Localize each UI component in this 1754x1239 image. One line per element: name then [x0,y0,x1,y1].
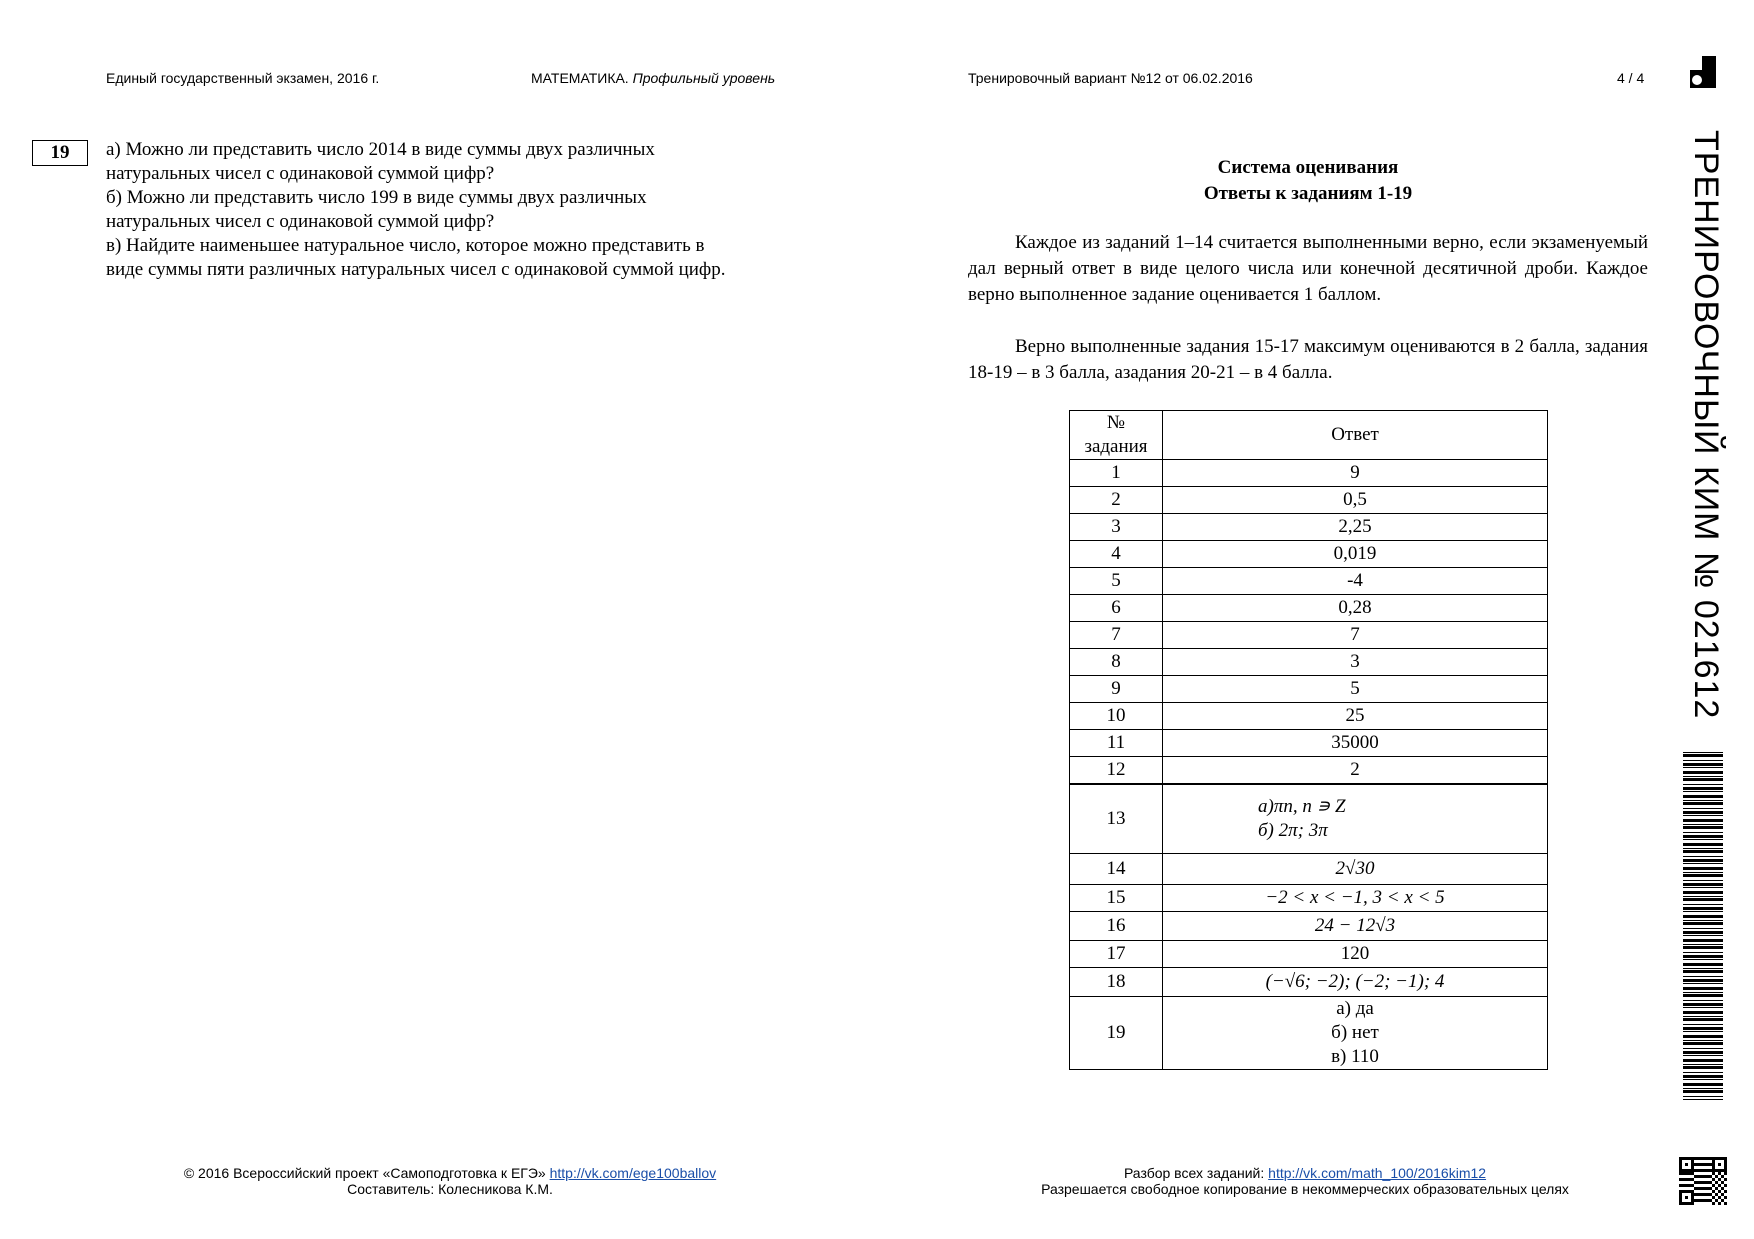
table-row [1070,595,1548,622]
answer-cell: (−√6; −2); (−2; −1); 4 [1163,968,1548,997]
header-subject-main: МАТЕМАТИКА. [531,70,629,86]
table-row [1070,487,1548,514]
task-no: 12 [1070,757,1163,785]
answer-cell: -4 [1163,568,1548,595]
footer-right [990,1165,1620,1197]
table-row [1070,757,1548,785]
task-no: 16 [1070,912,1163,941]
table-row [1070,541,1548,568]
table-row [1070,885,1548,912]
grading-title: Система оценивания [1217,157,1399,178]
answer-line: а) да [1336,998,1374,1019]
table-row [1070,460,1548,487]
task-no: 17 [1070,941,1163,968]
footer-analysis-label: Разбор всех заданий: [1123,1165,1265,1181]
grading-paragraph-1-text: Каждое из заданий 1–14 считается выполненными верно, если экзаменуемый дал верный ответ в виде целого числа или конечной десятичной дроби. Каждое верно выполненное задание оценивается 1 баллом. [968,232,1648,305]
task-text [106,138,796,282]
footer-author: Составитель: Колесникова К.М. [347,1181,553,1197]
answer-cell [1163,784,1548,854]
task-no: 3 [1070,514,1163,541]
answer-cell: 2,25 [1163,514,1548,541]
footer-copyright-line [160,1165,740,1181]
table-row [1070,622,1548,649]
grading-paragraph-1 [968,230,1648,308]
table-row [1070,730,1548,757]
task-no: 18 [1070,968,1163,997]
answer-cell: 0,019 [1163,541,1548,568]
answer-cell: 120 [1163,941,1548,968]
task-line: натуральных чисел с одинаковой суммой цифр? [106,211,495,232]
vertical-title-text: ТРЕНИРОВОЧНЫЙ КИМ № 021612 [1687,130,1725,720]
task-line: виде суммы пяти различных натуральных чисел с одинаковой суммой цифр. [106,259,726,280]
answer-cell: 2 [1163,757,1548,785]
column-header-task-line2: задания [1084,436,1148,457]
footer-analysis-link[interactable]: http://vk.com/math_100/2016kim12 [1268,1165,1487,1181]
answer-line: а)πn, n ∍ Z [1258,796,1346,817]
table-row [1070,912,1548,941]
answer-cell: 7 [1163,622,1548,649]
column-header-task [1070,411,1163,460]
footer-copyright-link[interactable]: http://vk.com/ege100ballov [549,1165,717,1181]
table-row [1070,568,1548,595]
task-line: а) Можно ли представить число 2014 в виде суммы двух различных [106,139,655,160]
answer-cell: 25 [1163,703,1548,730]
answer-line: б) нет [1331,1022,1379,1043]
table-row [1070,941,1548,968]
answer-cell: 5 [1163,676,1548,703]
barcode-icon [1683,752,1723,1100]
table-row [1070,968,1548,997]
header-subject-level: Профильный уровень [632,70,776,86]
table-row [1070,676,1548,703]
table-row [1070,649,1548,676]
task-no: 9 [1070,676,1163,703]
header-variant: Тренировочный вариант №12 от 06.02.2016 [968,70,1253,86]
footer-copyright: © 2016 Всероссийский проект «Самоподготовка к ЕГЭ» [183,1165,546,1181]
task-no: 11 [1070,730,1163,757]
column-header-answer: Ответ [1163,411,1548,460]
header-exam: Единый государственный экзамен, 2016 г. [106,70,380,86]
task-no: 19 [1070,997,1163,1070]
qr-code-icon [1679,1157,1727,1205]
task-line: б) Можно ли представить число 199 в виде суммы двух различных [106,187,647,208]
table-row [1070,854,1548,885]
task-no: 8 [1070,649,1163,676]
task-no: 7 [1070,622,1163,649]
answers-header-row [1070,411,1548,460]
table-row [1070,997,1548,1070]
answers-table [1069,410,1548,1070]
grading-heading [968,155,1648,207]
vertical-title [1685,130,1725,730]
answer-line: в) 110 [1331,1046,1379,1067]
answer-cell: 24 − 12√3 [1163,912,1548,941]
task-line: натуральных чисел с одинаковой суммой цифр? [106,163,495,184]
answer-cell: 9 [1163,460,1548,487]
answer-line: б) 2π; 3π [1258,820,1328,841]
task-no: 4 [1070,541,1163,568]
header-subject [531,70,775,86]
grading-paragraph-2 [968,334,1648,386]
grading-subtitle: Ответы к заданиям 1-19 [1203,183,1413,204]
header-page: 4 / 4 [1617,70,1645,86]
grading-paragraph-2-text: Верно выполненные задания 15-17 максимум оцениваются в 2 балла, задания 18-19 – в 3 балла, азадания 20-21 – в 4 балла. [968,336,1648,383]
task-no: 14 [1070,854,1163,885]
task-no: 1 [1070,460,1163,487]
task-no: 5 [1070,568,1163,595]
table-row [1070,703,1548,730]
table-row [1070,514,1548,541]
answer-cell: 3 [1163,649,1548,676]
footer-analysis-line [990,1165,1620,1181]
answer-cell: −2 < x < −1, 3 < x < 5 [1163,885,1548,912]
footer-left [160,1165,740,1197]
answer-cell: 0,28 [1163,595,1548,622]
footer-license: Разрешается свободное копирование в некоммерческих образовательных целях [1041,1181,1569,1197]
answer-cell: 0,5 [1163,487,1548,514]
task-line: в) Найдите наименьшее натуральное число, которое можно представить в [106,235,705,256]
answer-cell [1163,997,1548,1070]
task-no: 10 [1070,703,1163,730]
task-no: 2 [1070,487,1163,514]
column-header-task-line1: № [1106,412,1126,433]
task-no: 15 [1070,885,1163,912]
answer-cell: 35000 [1163,730,1548,757]
logo-icon [1690,56,1716,88]
task-number-box: 19 [32,140,88,166]
task-no: 13 [1070,784,1163,854]
answer-cell: 2√30 [1163,854,1548,885]
task-no: 6 [1070,595,1163,622]
table-row [1070,784,1548,854]
